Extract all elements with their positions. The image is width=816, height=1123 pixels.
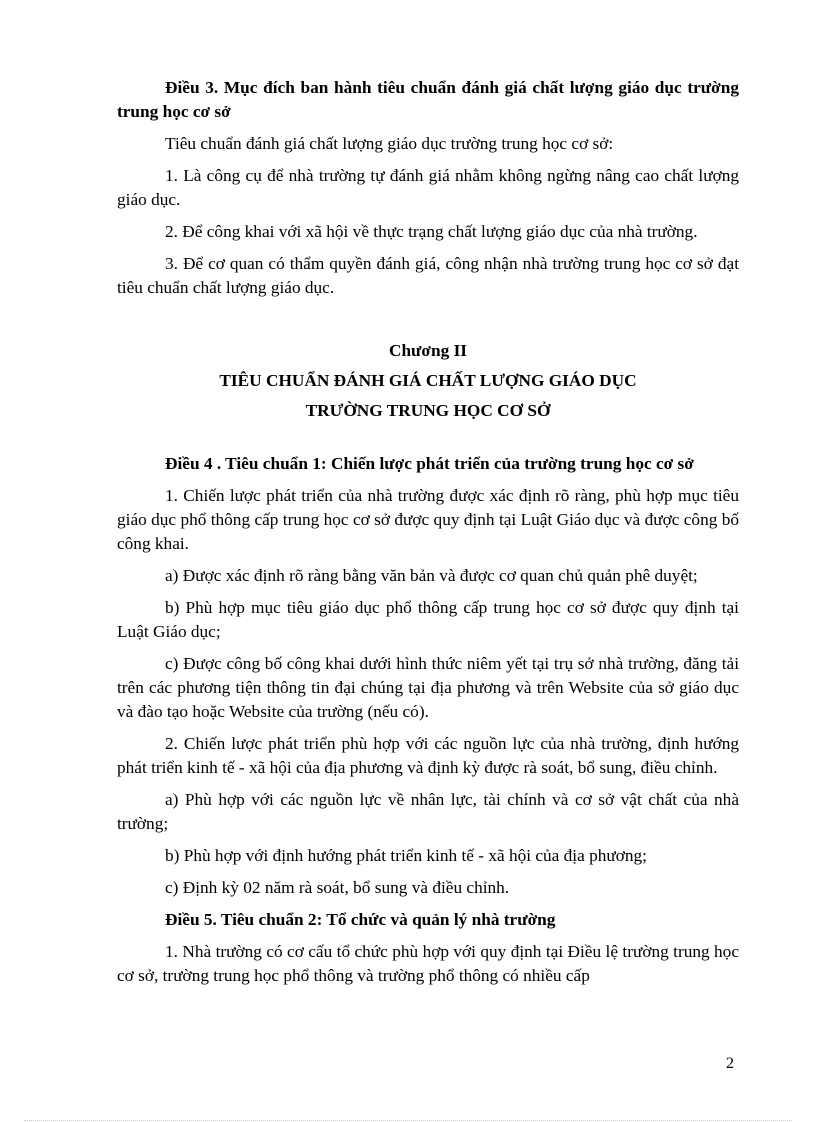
chapter-heading <box>117 336 739 426</box>
article-4-paragraph: c) Định kỳ 02 năm rà soát, bổ sung và điều chỉnh. <box>165 878 510 897</box>
article-4-paragraph: b) Phù hợp mục tiêu giáo dục phổ thông cấp trung học cơ sở được quy định tại Luật Giáo dục; <box>117 598 739 641</box>
article-3-item-3: 3. Để cơ quan có thẩm quyền đánh giá, công nhận nhà trường trung học cơ sở đạt tiêu chuẩn chất lượng giáo dục. <box>117 254 739 297</box>
chapter-title-line-1: TIÊU CHUẨN ĐÁNH GIÁ CHẤT LƯỢNG GIÁO DỤC <box>219 371 637 390</box>
article-5-paragraph-1: 1. Nhà trường có cơ cấu tổ chức phù hợp với quy định tại Điều lệ trường trung học cơ sở, trường trung học phổ thông và trường phổ thông có nhiều cấp <box>117 942 739 985</box>
article-4-paragraph: a) Phù hợp với các nguồn lực về nhân lực, tài chính và cơ sở vật chất của nhà trường; <box>117 790 739 833</box>
article-3-heading: Điều 3. Mục đích ban hành tiêu chuẩn đánh giá chất lượng giáo dục trường trung học cơ sở <box>117 78 739 121</box>
chapter-title-line-2: TRƯỜNG TRUNG HỌC CƠ SỞ <box>305 401 551 420</box>
article-4-paragraph: 2. Chiến lược phát triển phù hợp với các nguồn lực của nhà trường, định hướng phát triển kinh tế - xã hội của địa phương và định kỳ được rà soát, bổ sung, điều chỉnh. <box>117 734 739 777</box>
chapter-number: Chương II <box>388 341 468 360</box>
article-4-heading: Điều 4 . Tiêu chuẩn 1: Chiến lược phát triển của trường trung học cơ sở <box>165 454 694 473</box>
article-4-paragraph: c) Được công bố công khai dưới hình thức niêm yết tại trụ sở nhà trường, đăng tải trên các phương tiện thông tin đại chúng tại địa phương và trên Website của sở giáo dục và đào tạo hoặc Website của trường (nếu có). <box>117 654 739 721</box>
article-4-paragraph: a) Được xác định rõ ràng bằng văn bản và được cơ quan chủ quản phê duyệt; <box>165 566 698 585</box>
article-3-item-2: 2. Để công khai với xã hội về thực trạng chất lượng giáo dục của nhà trường. <box>165 222 698 241</box>
article-3-intro: Tiêu chuẩn đánh giá chất lượng giáo dục trường trung học cơ sở: <box>165 134 614 153</box>
article-3-item-1: 1. Là công cụ để nhà trường tự đánh giá nhằm không ngừng nâng cao chất lượng giáo dục. <box>117 166 739 209</box>
page-bottom-divider <box>24 1120 792 1121</box>
document-body <box>117 76 739 996</box>
article-5-heading: Điều 5. Tiêu chuẩn 2: Tổ chức và quản lý nhà trường <box>165 910 556 929</box>
page-number: 2 <box>726 1055 734 1072</box>
article-4-paragraph: 1. Chiến lược phát triển của nhà trường được xác định rõ ràng, phù hợp mục tiêu giáo dục phổ thông cấp trung học cơ sở được quy định tại Luật Giáo dục và được công bố công khai. <box>117 486 739 553</box>
article-4-paragraph: b) Phù hợp với định hướng phát triển kinh tế - xã hội của địa phương; <box>165 846 647 865</box>
